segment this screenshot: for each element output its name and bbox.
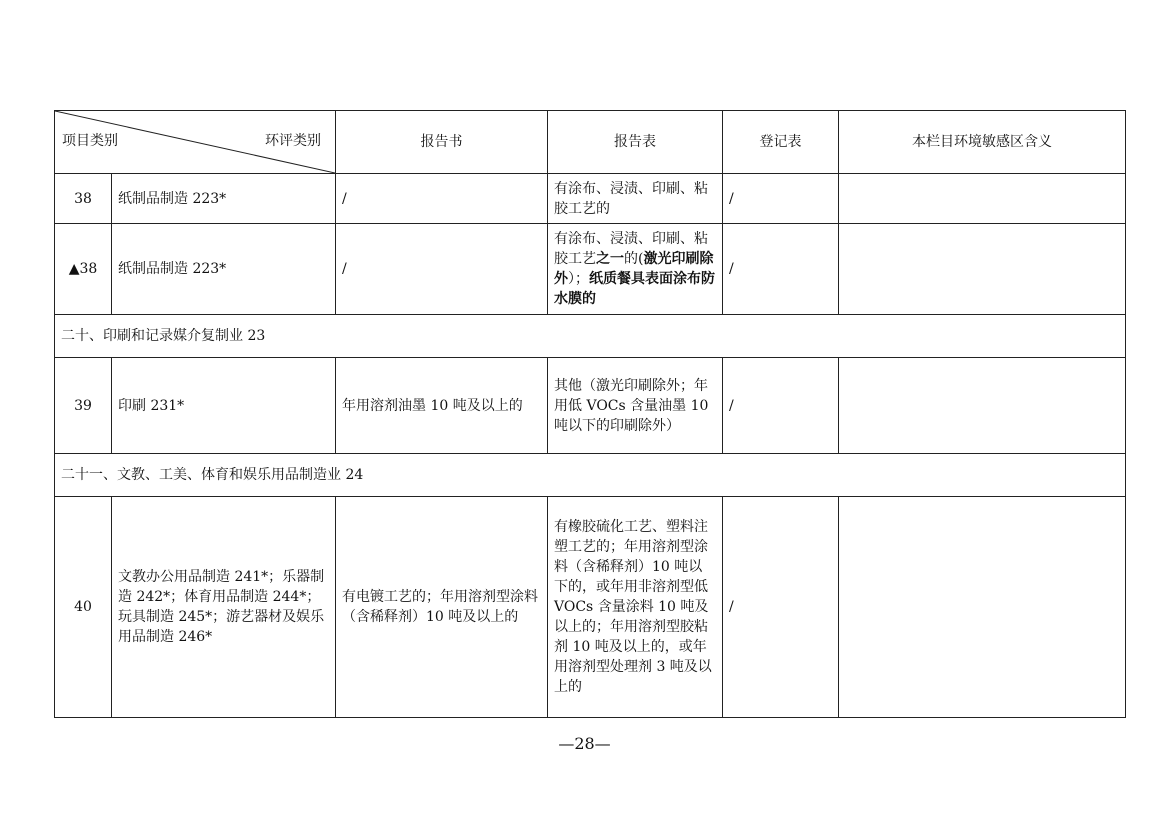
table-row	[55, 224, 1126, 315]
registration-cell: /	[723, 358, 839, 454]
row-number: 38	[55, 174, 112, 224]
industry-name: 印刷 231*	[112, 358, 336, 454]
section-heading-row	[55, 315, 1126, 358]
header-registration: 登记表	[723, 111, 839, 174]
page-number: —28—	[558, 734, 611, 753]
report-book-cell: /	[336, 174, 548, 224]
registration-cell: /	[723, 224, 839, 315]
report-book-cell: 有电镀工艺的；年用溶剂型涂料（含稀释剂）10 吨及以上的	[336, 497, 548, 718]
form-text-bold-part: 激光印刷除外	[554, 251, 714, 287]
section-heading: 二十、印刷和记录媒介复制业 23	[55, 315, 1126, 358]
registration-cell: /	[723, 174, 839, 224]
eia-category-label: 环评类别	[265, 133, 321, 149]
form-text-part: 的(	[624, 251, 644, 267]
form-text-part: 有涂布、浸渍、印刷、粘胶工艺	[554, 231, 708, 267]
row-number: 40	[55, 497, 112, 718]
report-form-cell	[548, 224, 723, 315]
form-text-bold-part: 之一	[596, 251, 624, 267]
diagonal-header-cell	[55, 111, 336, 174]
row-number: ▲38	[55, 224, 112, 315]
header-sensitive-meaning: 本栏目环境敏感区含义	[839, 111, 1126, 174]
meaning-cell	[839, 358, 1126, 454]
industry-name: 纸制品制造 223*	[112, 174, 336, 224]
table-row	[55, 358, 1126, 454]
report-form-cell: 其他（激光印刷除外；年用低 VOCs 含量油墨 10 吨以下的印刷除外）	[548, 358, 723, 454]
section-heading-row	[55, 454, 1126, 497]
table-header-row	[55, 111, 1126, 174]
report-form-cell: 有橡胶硫化工艺、塑料注塑工艺的；年用溶剂型涂料（含稀释剂）10 吨以下的，或年用非溶剂型低 VOCs 含量涂料 10 吨及以上的；年用溶剂型胶粘剂 10 吨及以上的，或年用溶剂型处理剂 3 吨及以上的	[548, 497, 723, 718]
meaning-cell	[839, 497, 1126, 718]
section-heading: 二十一、文教、工美、体育和娱乐用品制造业 24	[55, 454, 1126, 497]
report-book-cell: /	[336, 224, 548, 315]
row-number: 39	[55, 358, 112, 454]
header-report-book: 报告书	[336, 111, 548, 174]
table-row	[55, 174, 1126, 224]
form-text-part: ）；	[568, 271, 589, 287]
meaning-cell	[839, 174, 1126, 224]
classification-table	[54, 110, 1126, 718]
report-book-cell: 年用溶剂油墨 10 吨及以上的	[336, 358, 548, 454]
industry-name: 文教办公用品制造 241*；乐器制造 242*；体育用品制造 244*；玩具制造 245*；游艺器材及娱乐用品制造 246*	[112, 497, 336, 718]
table-row	[55, 497, 1126, 718]
registration-cell: /	[723, 497, 839, 718]
report-form-cell: 有涂布、浸渍、印刷、粘胶工艺的	[548, 174, 723, 224]
header-report-form: 报告表	[548, 111, 723, 174]
meaning-cell	[839, 224, 1126, 315]
project-category-label: 项目类别	[62, 133, 118, 149]
industry-name: 纸制品制造 223*	[112, 224, 336, 315]
form-text-bold-part: 纸质餐具表面涂布防水膜的	[554, 271, 715, 307]
